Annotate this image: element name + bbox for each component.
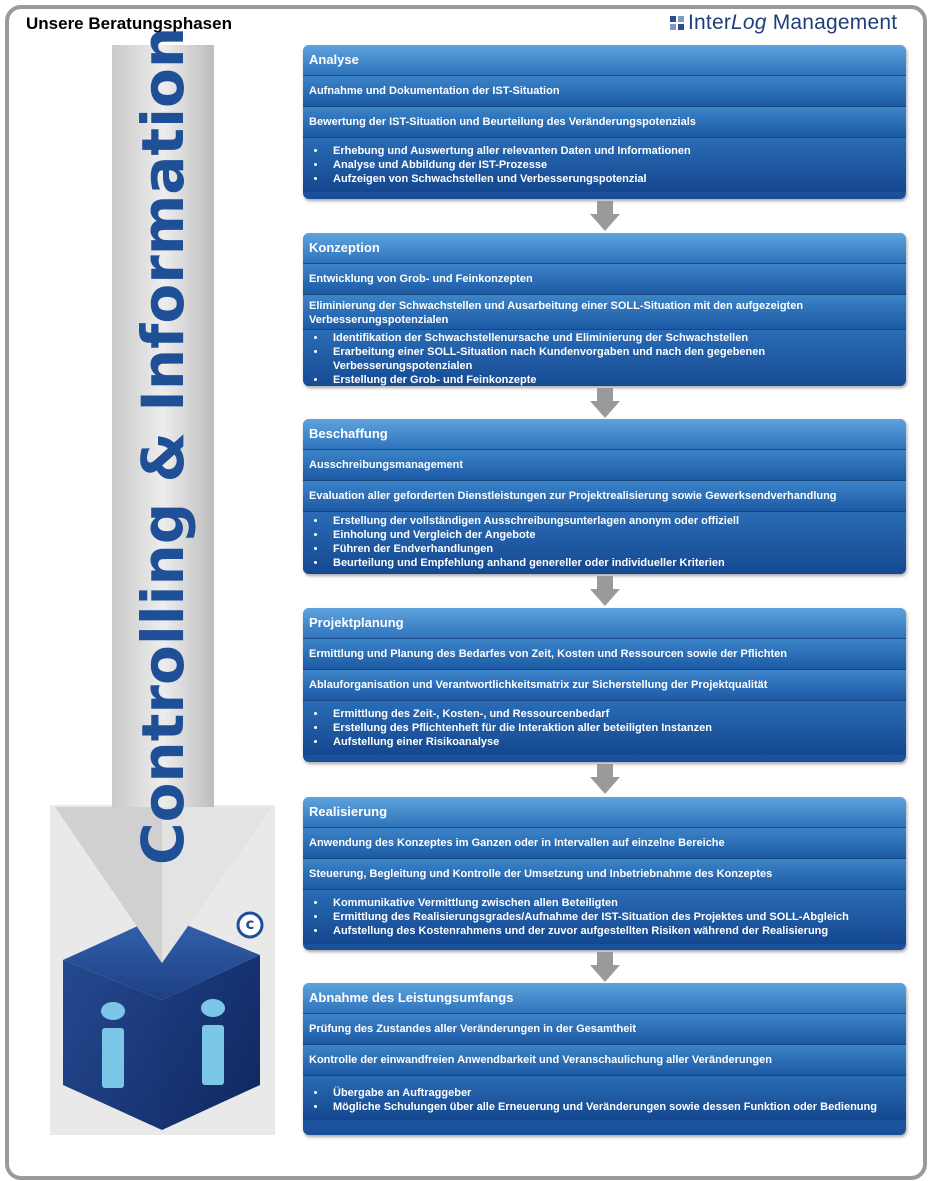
phase-bullets	[303, 1076, 906, 1120]
phase-title: Analyse	[303, 45, 906, 76]
phase-title: Realisierung	[303, 797, 906, 828]
phase-projektplanung	[303, 608, 906, 762]
phase-title: Projektplanung	[303, 608, 906, 639]
company-logo	[670, 10, 897, 36]
phase-row-1: Anwendung des Konzeptes im Ganzen oder in Intervallen auf einzelne Bereiche	[303, 828, 906, 859]
phase-realisierung	[303, 797, 906, 950]
bullet-item: • Führen der Endverhandlungen	[327, 542, 900, 556]
phase-row-2: Bewertung der IST-Situation und Beurteilung des Veränderungspotenzials	[303, 107, 906, 138]
page-title: Unsere Beratungsphasen	[26, 14, 232, 33]
bullet-item: • Einholung und Vergleich der Angebote	[327, 528, 900, 542]
logo-text: InterLog Management	[688, 11, 898, 34]
bullet-item: • Aufzeigen von Schwachstellen und Verbesserungspotenzial	[327, 172, 900, 186]
phase-row-2: Evaluation aller geforderten Dienstleistungen zur Projektrealisierung sowie Gewerksendverhandlung	[303, 481, 906, 512]
chevron-down-icon	[590, 576, 620, 606]
bullet-item: • Beurteilung und Empfehlung anhand genereller oder individueller Kriterien	[327, 556, 900, 570]
chevron-down-icon	[590, 201, 620, 231]
controlling-information-graphic	[50, 26, 275, 1135]
phase-row-1: Ausschreibungsmanagement	[303, 450, 906, 481]
phase-title: Konzeption	[303, 233, 906, 264]
bullet-item: • Analyse und Abbildung der IST-Prozesse	[327, 158, 900, 172]
bullet-item: • Aufstellung des Kostenrahmens und der zuvor aufgestellten Risiken während der Realisierung	[327, 924, 900, 938]
phase-row-1: Ermittlung und Planung des Bedarfes von Zeit, Kosten und Ressourcen sowie der Pflichten	[303, 639, 906, 670]
phase-bullets	[303, 138, 906, 192]
chevron-down-icon	[590, 952, 620, 982]
phase-beschaffung	[303, 419, 906, 574]
bullet-item: • Erstellung der vollständigen Ausschreibungsunterlagen anonym oder offiziell	[327, 514, 900, 528]
phase-bullets	[303, 890, 906, 944]
phase-row-1: Entwicklung von Grob- und Feinkonzepten	[303, 264, 906, 295]
bullet-item: • Erarbeitung einer SOLL-Situation nach Kundenvorgaben und nach den gegebenen Verbesserungspotenzialen	[327, 345, 900, 373]
side-label: Controlling & Information	[129, 26, 197, 865]
phase-bullets	[303, 701, 906, 755]
bullet-item: • Identifikation der Schwachstellenursache und Eliminierung der Schwachstellen	[327, 331, 900, 345]
bullet-item: • Erstellung des Pflichtenheft für die Interaktion aller beteiligten Instanzen	[327, 721, 900, 735]
phase-row-2: Kontrolle der einwandfreien Anwendbarkeit und Veranschaulichung aller Veränderungen	[303, 1045, 906, 1076]
phase-analyse	[303, 45, 906, 199]
phase-konzeption	[303, 233, 906, 386]
bullet-item: • Ermittlung des Zeit-, Kosten-, und Ressourcenbedarf	[327, 707, 900, 721]
bullet-item: • Aufstellung einer Risikoanalyse	[327, 735, 900, 749]
phase-abnahme	[303, 983, 906, 1135]
bullet-item: • Ermittlung des Realisierungsgrades/Aufnahme der IST-Situation des Projektes und SOLL-Abgleich	[327, 910, 900, 924]
phase-title: Abnahme des Leistungsumfangs	[303, 983, 906, 1014]
phase-row-1: Prüfung des Zustandes aller Veränderungen in der Gesamtheit	[303, 1014, 906, 1045]
phase-bullets	[303, 512, 906, 574]
phase-row-2: Steuerung, Begleitung und Kontrolle der Umsetzung und Inbetriebnahme des Konzeptes	[303, 859, 906, 890]
phase-row-2: Ablauforganisation und Verantwortlichkeitsmatrix zur Sicherstellung der Projektqualität	[303, 670, 906, 701]
copyright-icon: c	[245, 915, 255, 933]
chevron-down-icon	[590, 764, 620, 794]
bullet-item: • Übergabe an Auftraggeber	[327, 1086, 900, 1100]
bullet-item: • Mögliche Schulungen über alle Erneuerung und Veränderungen sowie dessen Funktion oder Bedienung	[327, 1100, 900, 1114]
phase-bullets	[303, 330, 906, 386]
logo-icon	[670, 16, 684, 30]
phase-row-1: Aufnahme und Dokumentation der IST-Situation	[303, 76, 906, 107]
bullet-item: • Erhebung und Auswertung aller relevanten Daten und Informationen	[327, 144, 900, 158]
bullet-item: • Kommunikative Vermittlung zwischen allen Beteiligten	[327, 896, 900, 910]
phase-title: Beschaffung	[303, 419, 906, 450]
bullet-item: • Erstellung der Grob- und Feinkonzepte	[327, 373, 900, 386]
phase-row-2: Eliminierung der Schwachstellen und Ausarbeitung einer SOLL-Situation mit den aufgezeigten Verbesserungspotenzialen	[303, 295, 906, 330]
chevron-down-icon	[590, 388, 620, 418]
